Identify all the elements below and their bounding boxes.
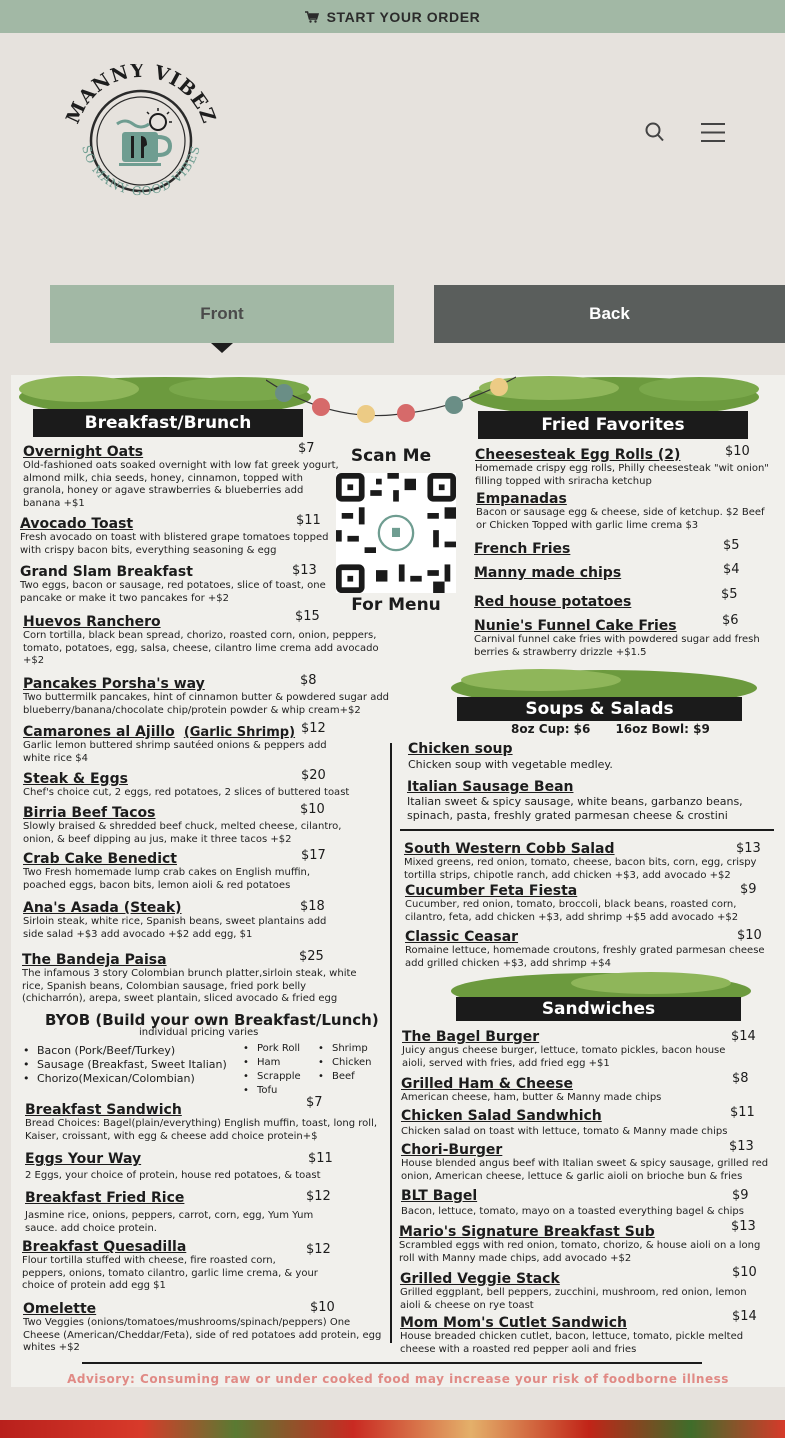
item-price: $8 xyxy=(300,673,317,688)
item-name: Huevos Ranchero xyxy=(23,614,161,630)
advisory-text: Advisory: Consuming raw or under cooked food may increase your risk of foodborne illness xyxy=(67,1372,729,1386)
item-name: Mario's Signature Breakfast Sub xyxy=(399,1224,655,1240)
item-name: Breakfast Sandwich xyxy=(25,1102,182,1118)
menu-item xyxy=(474,587,764,610)
logo[interactable] xyxy=(62,64,220,216)
item-price: $11 xyxy=(730,1105,755,1120)
item-name: Avocado Toast xyxy=(20,516,134,532)
item-name: Breakfast Fried Rice xyxy=(25,1190,185,1206)
item-name: Birria Beef Tacos xyxy=(23,805,156,821)
item-desc: Jasmine rice, onions, peppers, carrot, corn, egg, Yum Yum sauce. add choice protein. xyxy=(25,1210,314,1234)
item-name: Classic Ceasar xyxy=(405,929,519,945)
sandwiches-heading xyxy=(456,997,741,1021)
tab-front[interactable] xyxy=(50,285,394,343)
item-desc: House blended angus beef with Italian sweet & spicy sausage, grilled red onion, American cheese, lettuce & garlic aioli on brioche bun & fries xyxy=(401,1158,769,1182)
list-item: • Shrimp xyxy=(318,1042,372,1056)
item-price: $5 xyxy=(721,587,738,602)
item-name: Grilled Veggie Stack xyxy=(400,1271,560,1287)
list-item: • Chorizo(Mexican/Colombian) xyxy=(23,1072,227,1086)
item-desc: Cucumber, red onion, tomato, broccoli, black beans, roasted corn, cilantro, feta, add chicken +$3, add shrimp +$5 add avocado +$2 xyxy=(405,899,739,923)
menu-item xyxy=(23,673,421,717)
qr-code-icon[interactable] xyxy=(336,473,456,593)
item-price: $10 xyxy=(737,928,762,943)
list-item: • Chicken xyxy=(318,1056,372,1070)
tab-back-label: Back xyxy=(589,304,630,323)
item-price: $15 xyxy=(295,609,320,624)
menu-item xyxy=(476,488,766,532)
soups-heading-text: Soups & Salads xyxy=(525,699,674,719)
menu-item xyxy=(22,949,372,1006)
item-price: $13 xyxy=(292,563,317,578)
item-desc: Homemade crispy egg rolls, Philly cheesesteak "wit onion" filling topped with sriracha ketchup xyxy=(475,463,769,487)
menu-item xyxy=(25,1148,365,1183)
item-desc: Two eggs, bacon or sausage, red potatoes, slice of toast, one pancake or make it two pancakes for +$2 xyxy=(20,580,326,604)
item-name-extra: (Garlic Shrimp) xyxy=(183,725,296,740)
byob-subtitle: individual pricing varies xyxy=(139,1027,259,1038)
start-order-label: START YOUR ORDER xyxy=(326,8,481,25)
menu-item xyxy=(475,444,775,488)
item-desc: Two Fresh homemade lump crab cakes on English muffin, poached eggs, bacon bits, lemon aioli & red potatoes xyxy=(23,867,311,891)
item-price: $9 xyxy=(740,882,757,897)
item-desc: Old-fashioned oats soaked overnight with low fat greek yogurt, almond milk, chia seeds, honey, cinnamon, topped with granola, honey or agave strawberries & blueberries add banana +$1 xyxy=(23,460,339,509)
list-item: • Ham xyxy=(243,1056,301,1070)
menu-item xyxy=(400,1309,770,1356)
item-name: South Western Cobb Salad xyxy=(404,841,615,857)
menu-item xyxy=(23,897,343,941)
menu-board xyxy=(11,375,785,1387)
item-desc: Mixed greens, red onion, tomato, cheese, bacon bits, corn, egg, crispy tortilla strips, chipotle ranch, add chicken +$3, add avocado +$2 xyxy=(404,857,757,881)
soup-sizes: 8oz Cup: $6 16oz Bowl: $9 xyxy=(511,722,710,736)
item-price: $4 xyxy=(723,562,740,577)
divider xyxy=(400,829,774,831)
item-price: $10 xyxy=(300,802,325,817)
item-desc: American cheese, ham, butter & Manny made chips xyxy=(401,1092,662,1103)
item-desc: Fresh avocado on toast with blistered grape tomatoes topped with crispy bacon bits, everything seasoning & egg xyxy=(20,532,329,556)
item-name: BLT Bagel xyxy=(401,1188,478,1204)
item-price: $13 xyxy=(731,1219,756,1234)
item-price: $12 xyxy=(301,721,326,736)
byob-proteins-list xyxy=(23,1044,227,1086)
menu-item xyxy=(401,1073,771,1105)
logo-bottom-text: SO MANY GOOD VIBES xyxy=(79,143,203,199)
item-price: $11 xyxy=(296,513,321,528)
item-price: $7 xyxy=(306,1095,323,1110)
item-price: $8 xyxy=(732,1071,749,1086)
search-button[interactable] xyxy=(645,121,665,147)
list-item: • Beef xyxy=(318,1070,372,1084)
list-item: • Scrapple xyxy=(243,1070,301,1084)
item-name: Empanadas xyxy=(476,491,567,507)
cart-icon xyxy=(305,11,319,23)
item-name: Breakfast Quesadilla xyxy=(22,1239,187,1255)
item-desc: Scrambled eggs with red onion, tomato, chorizo, & house aioli on a long roll with Manny made chips, add avocado +$2 xyxy=(399,1240,761,1264)
menu-item xyxy=(22,1236,331,1293)
menu-item xyxy=(399,1221,769,1265)
tab-back[interactable] xyxy=(434,285,785,343)
list-item: • Bacon (Pork/Beef/Turkey) xyxy=(23,1044,227,1058)
menu-item xyxy=(401,1185,785,1219)
item-name: Chicken Salad Sandwhich xyxy=(401,1108,602,1124)
menu-item xyxy=(474,615,764,659)
item-name: Chori-Burger xyxy=(401,1142,503,1158)
item-name: Manny made chips xyxy=(474,565,622,581)
byob-title: BYOB (Build your own Breakfast/Lunch) xyxy=(45,1011,379,1029)
item-price: $10 xyxy=(725,444,750,459)
item-name: Steak & Eggs xyxy=(23,771,128,787)
menu-item xyxy=(23,611,388,668)
item-name: Crab Cake Benedict xyxy=(23,851,177,867)
item-desc: Carnival funnel cake fries with powdered sugar add fresh berries & strawberry drizzle +$1.5 xyxy=(474,634,760,658)
item-name: Overnight Oats xyxy=(23,444,144,460)
item-price: $11 xyxy=(308,1151,333,1166)
menu-item xyxy=(401,1105,771,1139)
bottom-divider xyxy=(82,1362,702,1364)
item-name: Red house potatoes xyxy=(474,594,632,610)
menu-item xyxy=(408,738,778,772)
item-name: Grand Slam Breakfast xyxy=(20,564,193,580)
item-price: $17 xyxy=(301,848,326,863)
menu-item xyxy=(20,561,340,605)
menu-item xyxy=(23,1298,383,1355)
menu-item xyxy=(25,1187,331,1235)
item-price: $13 xyxy=(736,841,761,856)
tab-front-label: Front xyxy=(200,304,244,323)
item-price: $14 xyxy=(732,1309,757,1324)
sandwiches-heading-text: Sandwiches xyxy=(541,999,656,1019)
item-desc: Sirloin steak, white rice, Spanish beans, sweet plantains add side salad +$3 add avocado +$2 add egg, $1 xyxy=(23,916,327,940)
menu-item xyxy=(474,562,764,581)
soups-heading xyxy=(457,697,742,721)
list-item: • Pork Roll xyxy=(243,1042,301,1056)
scan-me-label: Scan Me xyxy=(350,446,432,466)
item-price: $6 xyxy=(722,613,739,628)
item-desc: Garlic lemon buttered shrimp sautéed onions & peppers add white rice $4 xyxy=(23,740,327,764)
menu-item xyxy=(20,513,340,557)
menu-button[interactable] xyxy=(701,123,725,146)
item-desc: Bacon or sausage egg & cheese, side of ketchup. $2 Beef or Chicken Topped with garlic lime crema $3 xyxy=(476,507,765,531)
logo-top-text: MANNY VIBEZ xyxy=(62,64,220,127)
item-price: $14 xyxy=(731,1029,756,1044)
item-name: Mom Mom's Cutlet Sandwich xyxy=(400,1315,627,1331)
for-menu-label: For Menu xyxy=(351,595,441,615)
item-desc: Chicken soup with vegetable medley. xyxy=(408,758,613,771)
menu-item xyxy=(25,1095,395,1143)
menu-item xyxy=(23,848,343,892)
search-icon xyxy=(645,121,665,143)
food-photo-strip xyxy=(0,1420,785,1438)
menu-item xyxy=(402,1026,756,1070)
menu-item xyxy=(404,838,774,882)
hamburger-menu-icon xyxy=(701,123,725,142)
item-price: $7 xyxy=(298,441,315,456)
item-name: Pancakes Porsha's way xyxy=(23,676,205,692)
menu-item xyxy=(405,880,775,924)
fried-heading-text: Fried Favorites xyxy=(541,415,685,435)
item-price: $20 xyxy=(301,768,326,783)
menu-item xyxy=(23,802,368,846)
item-name: Chicken soup xyxy=(408,741,513,757)
item-desc: House breaded chicken cutlet, bacon, lettuce, tomato, pickle melted cheese with a roasted red pepper aoli and fries xyxy=(400,1331,744,1355)
menu-item xyxy=(401,1139,785,1183)
list-item: • Tofu xyxy=(243,1084,301,1098)
item-price: $9 xyxy=(732,1188,749,1203)
logo-mark xyxy=(62,64,220,216)
item-desc: Two Veggies (onions/tomatoes/mushrooms/spinach/peppers) One Cheese (American/Cheddar/Feta), side of red potatoes add protein, egg whites +$2 xyxy=(23,1317,382,1354)
start-order-bar[interactable] xyxy=(0,0,785,33)
item-price: $5 xyxy=(723,538,740,553)
item-desc: Chicken salad on toast with lettuce, tomato & Manny made chips xyxy=(401,1126,728,1137)
item-desc: Bacon, lettuce, tomato, mayo on a toasted everything bagel & chips xyxy=(401,1206,744,1217)
byob-meats-list-a xyxy=(243,1042,301,1098)
item-desc: Flour tortilla stuffed with cheese, fire roasted corn, peppers, onions, tomato cilantro, garlic lime crema, & your choice of protein add egg $1 xyxy=(22,1255,318,1292)
item-desc: 2 Eggs, your choice of protein, house red potatoes, & toast xyxy=(25,1170,321,1181)
menu-item xyxy=(405,926,785,970)
item-price: $12 xyxy=(306,1242,331,1257)
breakfast-heading-text: Breakfast/Brunch xyxy=(84,413,252,433)
menu-item xyxy=(407,776,777,823)
breakfast-heading xyxy=(33,409,303,437)
item-name: Cheesesteak Egg Rolls (2) xyxy=(475,447,681,463)
menu-item xyxy=(23,768,388,800)
item-name: The Bandeja Paisa xyxy=(22,952,167,968)
item-price: $18 xyxy=(300,899,325,914)
fried-heading xyxy=(478,411,748,439)
item-name: Nunie's Funnel Cake Fries xyxy=(474,618,677,634)
item-price: $10 xyxy=(732,1265,757,1280)
menu-item xyxy=(474,538,764,557)
item-desc: Slowly braised & shredded beef chuck, melted cheese, cilantro, onion, & beef dipping au jus, make it three tacos +$2 xyxy=(23,821,342,845)
item-price: $13 xyxy=(729,1139,754,1154)
item-desc: Two buttermilk pancakes, hint of cinnamon butter & powdered sugar add blueberry/banana/chocolate chip/protein powder & whip cream+$2 xyxy=(23,692,390,716)
item-name: Eggs Your Way xyxy=(25,1151,142,1167)
item-desc: Grilled eggplant, bell peppers, zucchini, mushroom, red onion, lemon aioli & cheese on rye toast xyxy=(400,1287,747,1311)
item-name: Camarones al Ajillo xyxy=(23,724,175,740)
item-price: $25 xyxy=(299,949,324,964)
item-name: The Bagel Burger xyxy=(402,1029,540,1045)
menu-item xyxy=(23,721,343,765)
list-item: • Sausage (Breakfast, Sweet Italian) xyxy=(23,1058,227,1072)
menu-item xyxy=(23,441,343,510)
item-desc: Chef's choice cut, 2 eggs, red potatoes, 2 slices of buttered toast xyxy=(23,787,350,798)
item-name: Omelette xyxy=(23,1301,97,1317)
column-divider xyxy=(390,743,392,1343)
item-desc: Italian sweet & spicy sausage, white beans, garbanzo beans, spinach, pasta, freshly grated parmesan cheese & crostini xyxy=(407,795,743,822)
active-tab-indicator xyxy=(211,343,233,353)
item-desc: Bread Choices: Bagel(plain/everything) English muffin, toast, long roll, Kaiser, croissant, with egg & cheese add choice protein+$ xyxy=(25,1118,378,1142)
byob-meats-list-b xyxy=(318,1042,372,1084)
item-name: Italian Sausage Bean xyxy=(407,779,574,795)
item-desc: The infamous 3 story Colombian brunch platter,sirloin steak, white rice, Spanish beans, Colombian sausage, fried pork belly (chicharrón), arepa, sweet plantain, sliced avocado & fried egg xyxy=(22,968,357,1005)
item-name: Ana's Asada (Steak) xyxy=(23,900,182,916)
item-name: French Fries xyxy=(474,541,571,557)
item-price: $12 xyxy=(306,1189,331,1204)
item-desc: Juicy angus cheese burger, lettuce, tomato pickles, bacon house aioli, served with fries, add fried egg +$1 xyxy=(402,1045,726,1069)
menu-item xyxy=(400,1265,770,1312)
item-name: Grilled Ham & Cheese xyxy=(401,1076,573,1092)
item-desc: Romaine lettuce, homemade croutons, freshly grated parmesan cheese add grilled chicken +$3, add shrimp +$4 xyxy=(405,945,765,969)
item-price: $10 xyxy=(310,1300,335,1315)
item-desc: Corn tortilla, black bean spread, chorizo, roasted corn, onion, peppers, tomato, potatoes, egg, salsa, cheese, cilantro lime crema add avocado +$2 xyxy=(23,630,379,667)
item-name: Cucumber Feta Fiesta xyxy=(405,883,578,899)
